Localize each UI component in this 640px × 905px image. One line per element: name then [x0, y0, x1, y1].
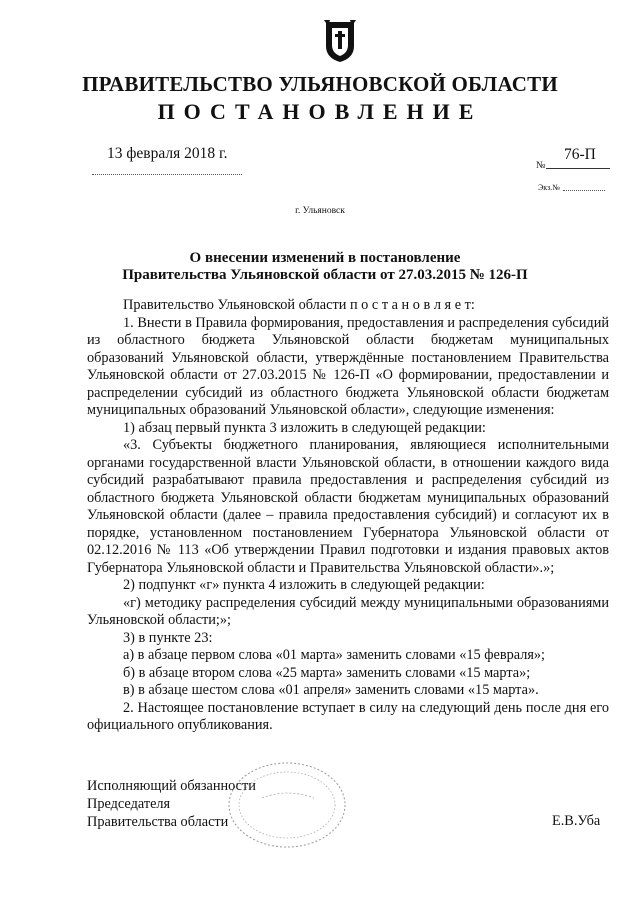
date-underline	[92, 174, 242, 175]
document-title	[100, 250, 550, 284]
signature-block	[87, 777, 256, 831]
body-paragraph: 3) в пункте 23:	[123, 629, 213, 646]
organization-title: ПРАВИТЕЛЬСТВО УЛЬЯНОВСКОЙ ОБЛАСТИ	[82, 72, 558, 96]
body-paragraph: 1. Внести в Правила формирования, предоставления и распределения субсидий из областного бюджета Ульяновской области бюджетам муниципальных образований Ульяновской области, утверждённые постановлением Правительства Ульяновской области от 27.03.2015 № 126-П «О формировании, предоставлении и распределении субсидий из областного бюджета Ульяновской области бюджетам муниципальных образований Ульяновской области», следующие изменения:	[87, 314, 609, 418]
document-number: 76-П	[564, 146, 596, 163]
number-underline	[546, 168, 610, 169]
copy-underline	[563, 190, 605, 191]
signatory-name: Е.В.Уба	[552, 813, 601, 829]
copy-label: Экз.№	[538, 183, 560, 192]
signature-line-1: Исполняющий обязанности	[87, 778, 256, 794]
body-paragraph: 2) подпункт «г» пункта 4 изложить в следующей редакции:	[123, 577, 485, 593]
body-paragraph: «г) методику распределения субсидий между муниципальными образованиями Ульяновской области;»;	[87, 594, 609, 628]
body-paragraph: б) в абзаце втором слова «25 марта» заменить словами «15 марта»;	[123, 664, 531, 681]
body-paragraph: «3. Субъекты бюджетного планирования, являющиеся исполнительными органами государственной власти Ульяновской области, в отношении каждого вида субсидий разрабатывают правила предоставления и распределения субсидий из областного бюджета Ульяновской области бюджетам муниципальных образований Ульяновской области (далее – правила предоставления субсидий) и согласуют их в порядке, установленном постановлением Губернатора Ульяновской области от 02.12.2016 № 113 «Об утверждении Правил подготовки и издания правовых актов Губернатора Ульяновской области и Правительства Ульяновской области».»;	[87, 437, 609, 576]
body-paragraph: в) в абзаце шестом слова «01 апреля» заменить словами «15 марта».	[123, 682, 539, 698]
title-line-2: Правительства Ульяновской области от 27.03.2015 № 126-П	[122, 267, 528, 283]
body-paragraph: 1) абзац первый пункта 3 изложить в следующей редакции:	[123, 419, 486, 436]
body-paragraph: а) в абзаце первом слова «01 марта» заменить словами «15 февраля»;	[123, 647, 546, 663]
title-line-1: О внесении изменений в постановление	[189, 250, 461, 266]
city: г. Ульяновск	[295, 206, 345, 216]
signature-line-3: Правительства области	[87, 814, 229, 830]
signature-line-2: Председателя	[87, 796, 171, 812]
body-paragraph: Правительство Ульяновской области п о с т а н о в л я е т:	[123, 297, 475, 313]
document-body	[87, 297, 609, 735]
number-label: №	[536, 160, 546, 171]
document-date: 13 февраля 2018 г.	[107, 145, 228, 162]
body-paragraph: 2. Настоящее постановление вступает в силу на следующий день после дня его официального опубликования.	[87, 699, 609, 733]
coat-of-arms-emblem	[322, 18, 358, 64]
document-type: ПОСТАНОВЛЕНИЕ	[157, 99, 483, 124]
